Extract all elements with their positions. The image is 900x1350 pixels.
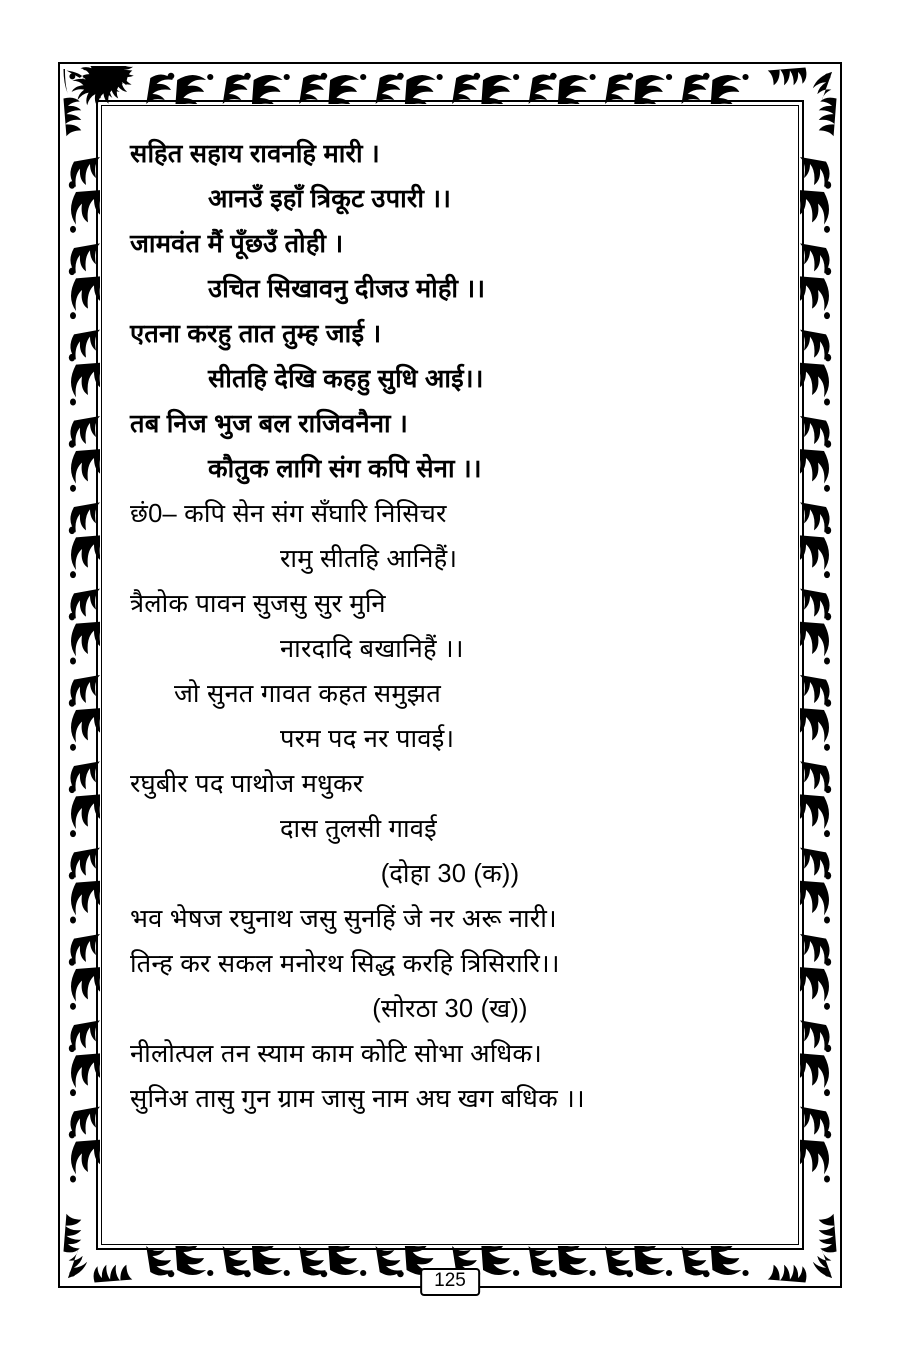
verse-line: सीतहि देखि कहहु सुधि आई।। [208, 365, 484, 393]
verse-line: एतना करहु तात तुम्ह जाई । [130, 320, 382, 348]
chhand-marker-line: छं0– कपि सेन संग सँघारि निसिचर [130, 500, 447, 528]
floral-corner-ornament-icon [62, 66, 136, 140]
verse-line: आनउँ इहाँ त्रिकूट उपारी ।। [208, 185, 452, 213]
verse-line: नारदादि बखानिहैं ।। [280, 635, 464, 663]
verse-line: तब निज भुज बल राजिवनैना । [130, 410, 409, 438]
verse-line: भव भेषज रघुनाथ जसु सुनहिं जे नर अरू नारी। [130, 905, 557, 933]
verse-line: सहित सहाय रावनहि मारी । [130, 140, 380, 168]
verse-line: कौतुक लागि संग कपि सेना ।। [208, 455, 482, 483]
verse-line: परम पद नर पावई। [280, 725, 455, 753]
verse-line: तिन्ह कर सकल मनोरथ सिद्ध करहि त्रिसिरारि।। [130, 950, 560, 978]
floral-corner-ornament-icon [764, 1210, 838, 1284]
verse-line: त्रैलोक पावन सुजसु सुर मुनि [130, 590, 386, 618]
verse-line: रघुबीर पद पाथोज मधुकर [130, 770, 364, 798]
verse-text-body [130, 132, 770, 1200]
floral-vine-ornament-icon [800, 150, 834, 1200]
floral-corner-ornament-icon [62, 1210, 136, 1284]
verse-line: रामु सीतहि आनिहैं। [280, 545, 458, 573]
verse-line: उचित सिखावनु दीजउ मोही ।। [208, 275, 486, 303]
verse-line: दास तुलसी गावई [280, 815, 437, 843]
verse-line: जो सुनत गावत कहत समुझत [174, 680, 442, 708]
floral-vine-ornament-icon [66, 150, 100, 1200]
verse-line: नीलोत्पल तन स्याम काम कोटि सोभा अधिक। [130, 1040, 542, 1068]
verse-line: सुनिअ तासु गुन ग्राम जासु नाम अघ खग बधिक ।। [130, 1085, 585, 1113]
doha-heading: (दोहा 30 (क)) [380, 860, 520, 888]
verse-line: जामवंत मैं पूँछउँ तोही । [130, 230, 344, 258]
floral-corner-ornament-icon [764, 66, 838, 140]
floral-vine-ornament-icon [140, 70, 760, 104]
page-number: 125 [420, 1268, 480, 1296]
sortha-heading: (सोरठा 30 (ख)) [372, 995, 528, 1023]
